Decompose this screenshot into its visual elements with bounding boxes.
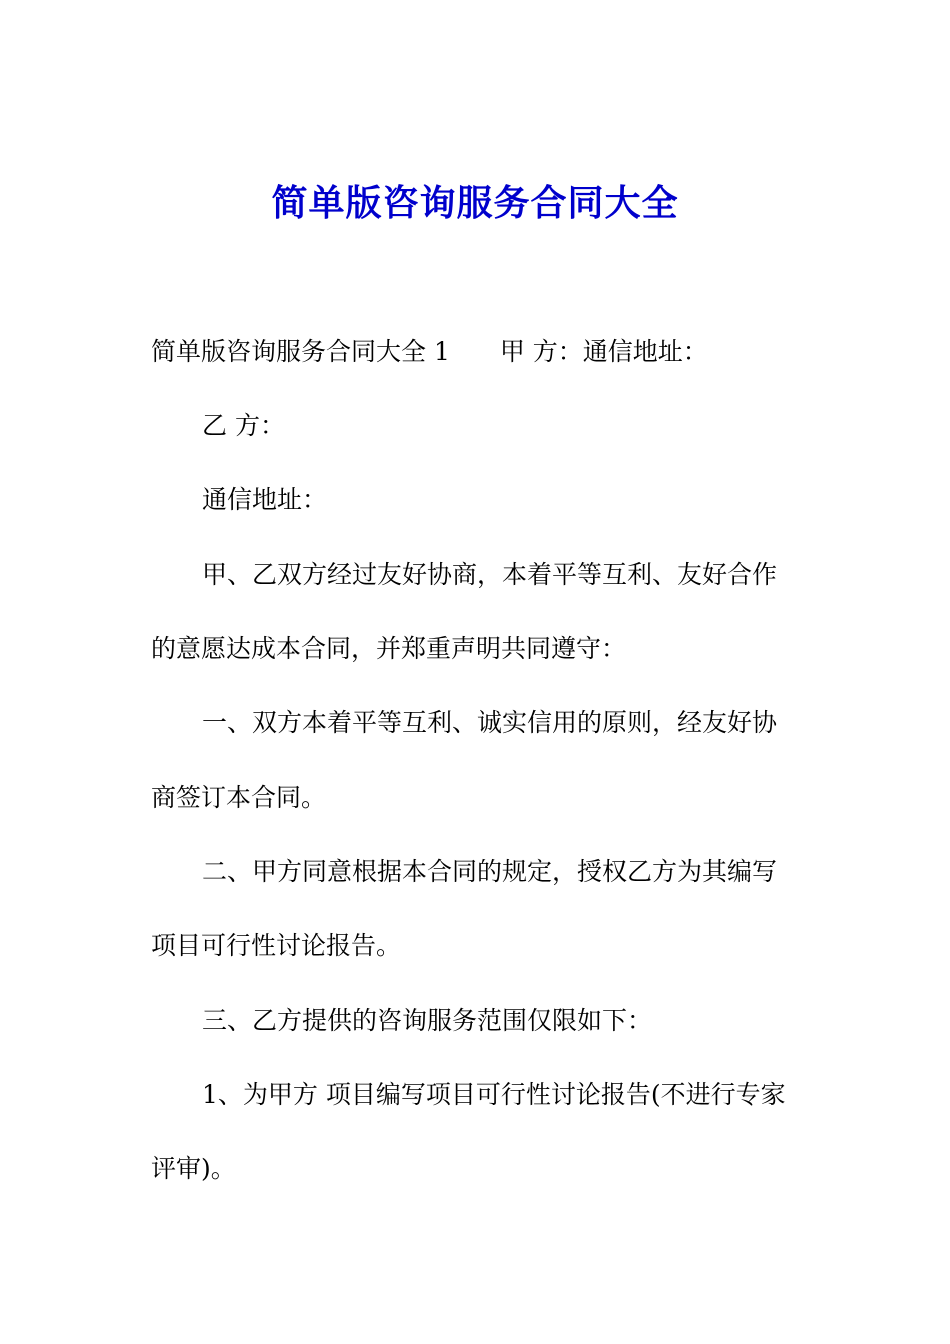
text-line-4: 甲、乙双方经过友好协商，本着平等互利、友好合作 bbox=[202, 560, 778, 589]
text-line-5: 的意愿达成本合同，并郑重声明共同遵守： bbox=[151, 634, 627, 663]
text-line-3: 通信地址： bbox=[202, 485, 328, 514]
text-line-10: 三、乙方提供的咨询服务范围仅限如下： bbox=[202, 1006, 653, 1035]
text-line-2: 乙 方： bbox=[202, 411, 285, 440]
document-title: 简单版咨询服务合同大全 bbox=[271, 182, 679, 224]
text-line-6: 一、双方本着平等互利、诚实信用的原则，经友好协 bbox=[202, 708, 778, 737]
text-line-1: 简单版咨询服务合同大全 1 甲 方：通信地址： bbox=[151, 337, 708, 366]
text-line-11: 1、为甲方 项目编写项目可行性讨论报告(不进行专家 bbox=[202, 1080, 786, 1109]
text-line-12: 评审)。 bbox=[151, 1154, 236, 1183]
text-line-9: 项目可行性讨论报告。 bbox=[151, 931, 402, 960]
text-line-8: 二、甲方同意根据本合同的规定，授权乙方为其编写 bbox=[202, 857, 778, 886]
text-line-7: 商签订本合同。 bbox=[151, 783, 327, 812]
